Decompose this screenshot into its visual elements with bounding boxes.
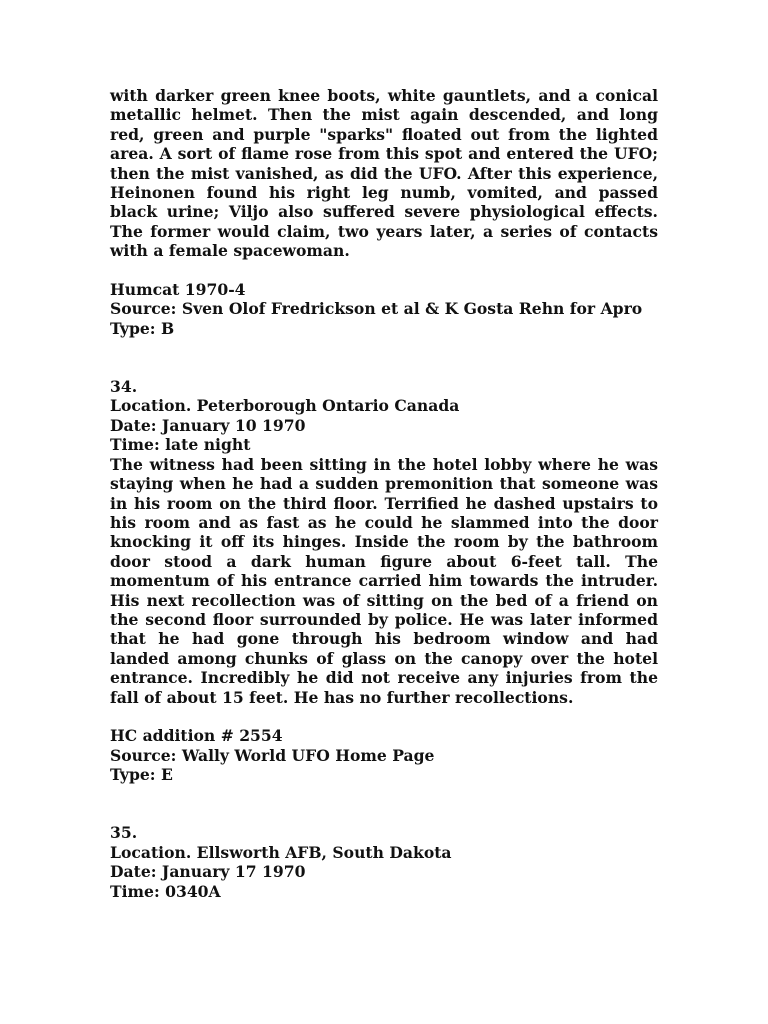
entry35-time: Time: 0340A [110, 881, 221, 901]
intro-paragraph: with darker green knee boots, white gauntlets, and a conical metallic helmet. Then the mist again descended, and long red, green and purple "sparks" floated out from the lighted area. A sort of flame rose from this spot and entered the UFO; then the mist vanished, as did the UFO. After this experience, Heinonen found his right leg numb, vomited, and passed black urine; Viljo also suffered severe physiological effects. The former would claim, two years later, a series of contacts with a female spacewoman. [110, 86, 658, 261]
entry34-location: Location. Peterborough Ontario Canada [110, 396, 460, 416]
entry34-type: Type: E [110, 765, 173, 785]
entry33-type: Type: B [110, 318, 175, 338]
entry35-location: Location. Ellsworth AFB, South Dakota [110, 842, 452, 862]
entry34-source: Source: Wally World UFO Home Page [110, 745, 435, 765]
spacer [110, 785, 658, 824]
entry33-source: Source: Sven Olof Fredrickson et al & K Gosta Rehn for Apro [110, 299, 643, 319]
entry35-number: 35. [110, 823, 138, 843]
entry35-date: Date: January 17 1970 [110, 862, 306, 882]
spacer [110, 261, 658, 280]
spacer [110, 707, 658, 726]
entry34-description: The witness had been sitting in the hotel lobby where he was staying when he had a sudden premonition that someone was in his room on the third floor. Terrified he dashed upstairs to his room and as fast as he could he slammed into the door knocking it off its hinges. Inside the room by the bathroom door stood a dark human figure about 6-feet tall. The momentum of his entrance carried him towards the intruder. His next recollection was of sitting on the bed of a friend on the second floor surrounded by police. He was later informed that he had gone through his bedroom window and had landed among chunks of glass on the canopy over the hotel entrance. Incredibly he did not receive any injuries from the fall of about 15 feet. He has no further recollections. [110, 454, 658, 707]
entry34-number: 34. [110, 377, 138, 397]
entry34-time: Time: late night [110, 435, 251, 455]
document-page [110, 86, 658, 901]
entry34-catalog: HC addition # 2554 [110, 726, 283, 746]
entry33-catalog: Humcat 1970-4 [110, 280, 246, 300]
spacer [110, 338, 658, 377]
entry34-date: Date: January 10 1970 [110, 415, 306, 435]
